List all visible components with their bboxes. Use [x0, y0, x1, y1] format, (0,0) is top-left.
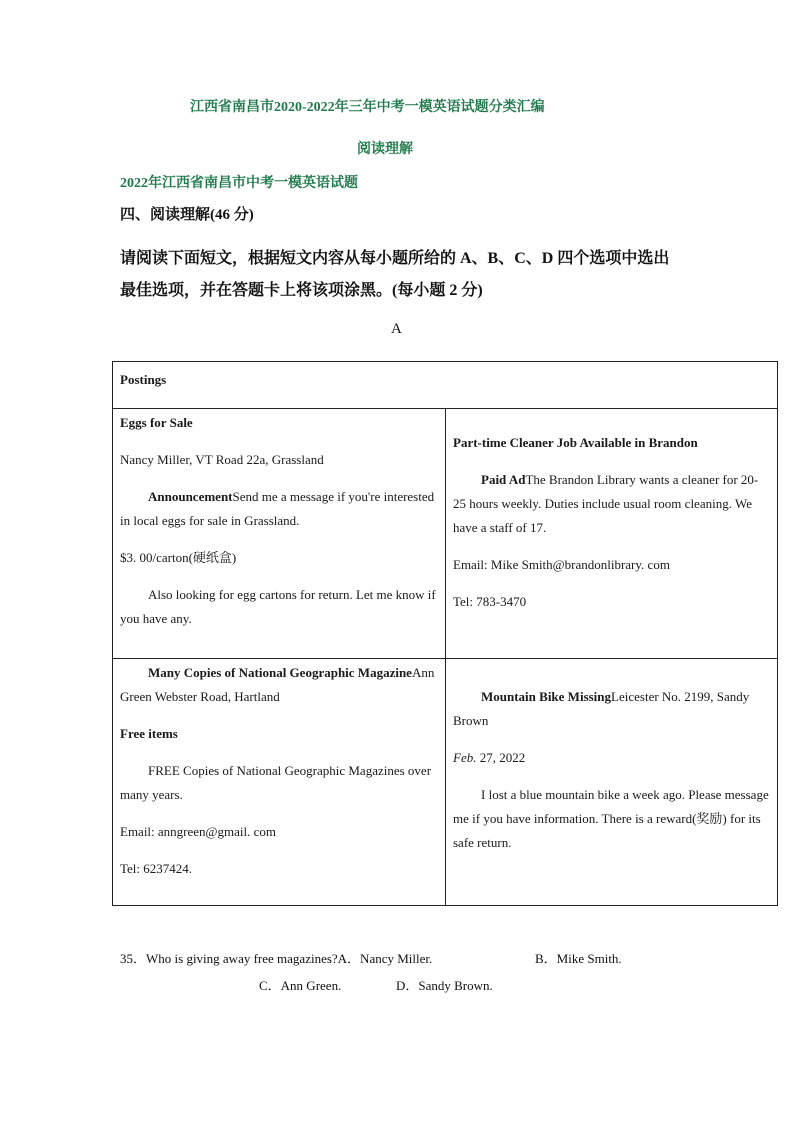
bike-posting — [446, 659, 778, 906]
cleaner-body — [453, 468, 770, 540]
option-b: B．Mike Smith. — [535, 951, 622, 966]
magazine-email: Email: anngreen@gmail. com — [120, 824, 277, 839]
bike-address: Leicester No. 2199, Sandy Brown — [453, 689, 750, 728]
eggs-text: Send me a message if you're interested in local eggs for sale in Grassland. — [120, 489, 435, 528]
instructions — [120, 243, 700, 307]
bike-date-rest: 27, 2022 — [476, 750, 526, 765]
passage-letter: A — [391, 321, 402, 337]
eggs-label: Announcement — [148, 489, 233, 504]
magazine-address: Ann Green Webster Road, Hartland — [120, 665, 435, 704]
postings-header: Postings — [120, 372, 167, 387]
magazine-heading — [120, 661, 438, 709]
magazine-posting — [113, 659, 446, 906]
section-heading: 四、阅读理解(46 分) — [120, 207, 254, 223]
postings-table — [112, 361, 778, 906]
eggs-price: $3. 00/carton(硬纸盒) — [120, 550, 237, 565]
magazine-text: FREE Copies of National Geographic Magazines over many years. — [120, 763, 432, 802]
eggs-body — [120, 485, 438, 533]
bike-date — [453, 746, 770, 770]
bike-title: Mountain Bike Missing — [481, 689, 612, 704]
option-c: C．Ann Green. — [259, 978, 342, 993]
cleaner-email: Email: Mike Smith@brandonlibrary. com — [453, 557, 670, 572]
eggs-address: Nancy Miller, VT Road 22a, Grassland — [120, 452, 324, 467]
question-stem: 35．Who is giving away free magazines?A．Nancy Miller. — [120, 951, 433, 966]
eggs-title: Eggs for Sale — [120, 415, 193, 430]
cleaner-tel: Tel: 783-3470 — [453, 594, 527, 609]
instructions-line-2: 最佳选项，并在答题卡上将该项涂黑。(每小题 2 分) — [120, 282, 483, 299]
cleaner-posting — [446, 409, 778, 659]
bike-heading — [453, 685, 770, 733]
magazine-label: Free items — [120, 726, 178, 741]
instructions-line-1: 请阅读下面短文，根据短文内容从每小题所给的 A、B、C、D 四个选项中选出 — [120, 250, 670, 267]
eggs-extra: Also looking for egg cartons for return. Let me know if you have any. — [120, 587, 436, 626]
cleaner-label: Paid Ad — [481, 472, 526, 487]
document-title: 江西省南昌市2020-2022年三年中考一模英语试题分类汇编 — [190, 100, 545, 115]
magazine-title: Many Copies of National Geographic Magazine — [148, 665, 412, 680]
eggs-posting — [113, 409, 446, 659]
cleaner-title: Part-time Cleaner Job Available in Brandon — [453, 435, 698, 450]
exam-title: 2022年江西省南昌市中考一模英语试题 — [120, 176, 358, 191]
cleaner-text: The Brandon Library wants a cleaner for 20-25 hours weekly. Duties include usual room cleaning. We have a staff of 17. — [453, 472, 759, 535]
option-d: D．Sandy Brown. — [396, 978, 493, 993]
magazine-tel: Tel: 6237424. — [120, 861, 193, 876]
document-subtitle: 阅读理解 — [357, 142, 413, 157]
postings-header-cell — [113, 362, 778, 409]
bike-text: I lost a blue mountain bike a week ago. Please message me if you have information. There is a reward(奖励) for its safe return. — [453, 787, 769, 850]
bike-date-month: Feb. — [453, 750, 477, 765]
